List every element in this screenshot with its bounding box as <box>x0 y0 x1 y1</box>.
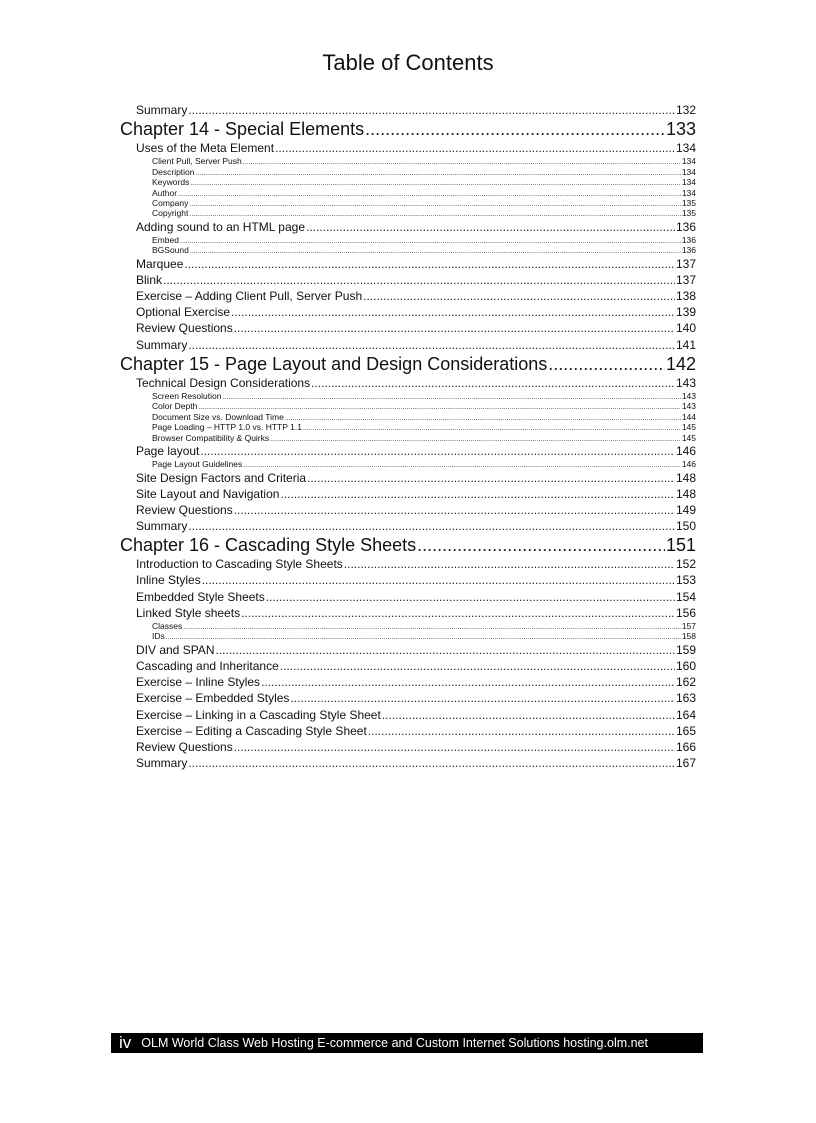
toc-entry-page: 136 <box>675 219 696 234</box>
toc-entry-page: 153 <box>675 573 696 588</box>
toc-entry-page: 135 <box>681 208 696 219</box>
toc-dot-leader <box>215 642 674 658</box>
toc-entry-page: 137 <box>675 272 696 287</box>
toc-dot-leader <box>368 723 675 739</box>
toc-entry-label: Introduction to Cascading Style Sheets <box>136 557 343 572</box>
toc-section-entry[interactable] <box>120 707 696 723</box>
toc-section-entry[interactable] <box>120 642 696 658</box>
toc-subsection-entry[interactable] <box>120 412 696 422</box>
toc-entry-label: Embedded Style Sheets <box>136 589 265 604</box>
footer-page-number: iv <box>119 1033 132 1052</box>
toc-section-entry[interactable] <box>120 556 696 572</box>
toc-entry-label: Exercise – Inline Styles <box>136 675 261 690</box>
toc-dot-leader <box>188 337 675 353</box>
toc-dot-leader <box>261 674 675 690</box>
toc-section-entry[interactable] <box>120 375 696 391</box>
toc-entry-label: Exercise – Editing a Cascading Style Sheet <box>136 723 367 738</box>
toc-entry-page: 135 <box>681 197 696 208</box>
toc-section-entry[interactable] <box>120 256 696 272</box>
toc-entry-label: Chapter 16 - Cascading Style Sheets <box>120 535 417 556</box>
toc-dot-leader <box>189 200 680 208</box>
toc-dot-leader <box>198 403 680 411</box>
toc-dot-leader <box>200 443 675 459</box>
toc-dot-leader <box>190 247 681 255</box>
toc-entry-label: Screen Resolution <box>152 391 222 401</box>
toc-section-entry[interactable] <box>120 337 696 353</box>
toc-chapter-entry[interactable] <box>120 353 696 375</box>
toc-entry-page: 136 <box>681 234 696 245</box>
toc-dot-leader <box>196 169 681 177</box>
toc-subsection-entry[interactable] <box>120 188 696 198</box>
toc-entry-label: Client Pull, Server Push <box>152 156 242 167</box>
toc-entry-page: 133 <box>665 119 696 140</box>
toc-dot-leader <box>202 572 675 588</box>
toc-dot-leader <box>365 118 665 140</box>
toc-section-entry[interactable] <box>120 486 696 502</box>
toc-entry-label: Page Layout Guidelines <box>152 459 243 470</box>
toc-section-entry[interactable] <box>120 723 696 739</box>
toc-entry-page: 164 <box>675 707 696 722</box>
toc-dot-leader <box>548 353 665 375</box>
toc-entry-label: Company <box>152 197 189 208</box>
table-of-contents <box>120 102 696 771</box>
toc-dot-leader <box>417 534 665 556</box>
toc-dot-leader <box>234 502 675 518</box>
toc-entry-label: Browser Compatibility & Quirks <box>152 432 270 443</box>
toc-dot-leader <box>183 623 681 631</box>
toc-entry-page: 148 <box>675 470 696 485</box>
toc-entry-label: Review Questions <box>136 321 233 336</box>
toc-entry-label: Marquee <box>136 256 184 271</box>
toc-dot-leader <box>178 190 681 198</box>
toc-dot-leader <box>243 461 681 469</box>
toc-dot-leader <box>166 633 681 641</box>
toc-dot-leader <box>188 755 675 771</box>
toc-subsection-entry[interactable] <box>120 235 696 245</box>
toc-dot-leader <box>307 470 675 486</box>
toc-entry-label: IDs <box>152 631 165 642</box>
toc-chapter-entry[interactable] <box>120 534 696 556</box>
page-title: Table of Contents <box>322 50 494 75</box>
toc-subsection-entry[interactable] <box>120 177 696 187</box>
toc-dot-leader <box>303 424 681 432</box>
toc-entry-page: 150 <box>675 519 696 534</box>
toc-dot-leader <box>280 658 675 674</box>
toc-dot-leader <box>188 102 675 118</box>
toc-dot-leader <box>180 237 681 245</box>
page-footer <box>111 1033 703 1053</box>
toc-entry-page: 141 <box>675 337 696 352</box>
toc-dot-leader <box>184 256 675 272</box>
toc-section-entry[interactable] <box>120 755 696 771</box>
toc-entry-label: Summary <box>136 337 188 352</box>
toc-entry-label: Classes <box>152 621 183 632</box>
toc-entry-page: 162 <box>675 675 696 690</box>
toc-entry-label: Page Loading – HTTP 1.0 vs. HTTP 1.1 <box>152 422 302 433</box>
toc-dot-leader <box>285 414 681 422</box>
toc-subsection-entry[interactable] <box>120 208 696 218</box>
toc-entry-page: 134 <box>675 141 696 156</box>
toc-entry-label: Linked Style sheets <box>136 605 241 620</box>
toc-entry-page: 138 <box>675 289 696 304</box>
toc-section-entry[interactable] <box>120 102 696 118</box>
toc-entry-page: 134 <box>681 166 696 177</box>
toc-section-entry[interactable] <box>120 589 696 605</box>
toc-section-entry[interactable] <box>120 572 696 588</box>
toc-entry-label: Technical Design Considerations <box>136 375 311 390</box>
toc-entry-page: 143 <box>675 375 696 390</box>
toc-section-entry[interactable] <box>120 470 696 486</box>
toc-entry-page: 142 <box>665 353 696 374</box>
toc-entry-page: 146 <box>681 459 696 470</box>
toc-entry-label: Summary <box>136 103 188 117</box>
toc-entry-label: DIV and SPAN <box>136 642 215 657</box>
toc-entry-page: 132 <box>675 103 696 117</box>
toc-dot-leader <box>231 304 675 320</box>
toc-entry-page: 143 <box>681 391 696 401</box>
toc-subsection-entry[interactable] <box>120 156 696 166</box>
toc-entry-page: 166 <box>675 739 696 754</box>
toc-entry-label: Exercise – Embedded Styles <box>136 691 290 706</box>
toc-dot-leader <box>290 690 675 706</box>
toc-entry-label: Summary <box>136 519 188 534</box>
toc-dot-leader <box>222 393 680 401</box>
toc-subsection-entry[interactable] <box>120 433 696 443</box>
toc-entry-label: Summary <box>136 756 188 771</box>
toc-entry-page: 159 <box>675 642 696 657</box>
toc-section-entry[interactable] <box>120 443 696 459</box>
toc-entry-label: Copyright <box>152 208 189 219</box>
toc-dot-leader <box>189 210 680 218</box>
toc-entry-label: Optional Exercise <box>136 305 231 320</box>
toc-subsection-entry[interactable] <box>120 391 696 401</box>
toc-dot-leader <box>234 739 675 755</box>
toc-entry-label: BGSound <box>152 245 189 256</box>
toc-entry-page: 148 <box>675 486 696 501</box>
toc-section-entry[interactable] <box>120 140 696 156</box>
toc-entry-label: Exercise – Linking in a Cascading Style Sheet <box>136 707 381 722</box>
toc-entry-page: 134 <box>681 156 696 167</box>
toc-entry-page: 134 <box>681 177 696 188</box>
toc-dot-leader <box>241 605 675 621</box>
toc-entry-label: Chapter 14 - Special Elements <box>120 119 365 140</box>
toc-entry-label: Keywords <box>152 177 190 188</box>
toc-entry-label: Review Questions <box>136 739 233 754</box>
toc-dot-leader <box>270 435 681 443</box>
toc-entry-page: 156 <box>675 605 696 620</box>
toc-dot-leader <box>306 219 675 235</box>
toc-entry-label: Exercise – Adding Client Pull, Server Push <box>136 289 363 304</box>
toc-entry-label: Cascading and Inheritance <box>136 659 279 673</box>
toc-subsection-entry[interactable] <box>120 621 696 631</box>
toc-subsection-entry[interactable] <box>120 401 696 411</box>
toc-entry-page: 145 <box>681 422 696 433</box>
toc-section-entry[interactable] <box>120 502 696 518</box>
toc-entry-page: 144 <box>681 411 696 422</box>
toc-dot-leader <box>382 707 675 723</box>
toc-section-entry[interactable] <box>120 605 696 621</box>
toc-dot-leader <box>311 375 675 391</box>
toc-entry-page: 149 <box>675 502 696 517</box>
toc-entry-page: 167 <box>675 756 696 771</box>
toc-section-entry[interactable] <box>120 320 696 336</box>
toc-subsection-entry[interactable] <box>120 167 696 177</box>
toc-section-entry[interactable] <box>120 272 696 288</box>
toc-entry-label: Page layout <box>136 443 200 458</box>
toc-section-entry[interactable] <box>120 288 696 304</box>
toc-subsection-entry[interactable] <box>120 245 696 255</box>
toc-entry-page: 134 <box>681 187 696 198</box>
toc-entry-label: Site Layout and Navigation <box>136 486 280 501</box>
toc-entry-label: Embed <box>152 234 179 245</box>
toc-dot-leader <box>344 556 675 572</box>
toc-dot-leader <box>243 158 681 166</box>
toc-dot-leader <box>363 288 675 304</box>
toc-section-entry[interactable] <box>120 219 696 235</box>
toc-entry-label: Chapter 15 - Page Layout and Design Considerations <box>120 353 548 374</box>
toc-dot-leader <box>280 486 675 502</box>
toc-entry-label: Uses of the Meta Element <box>136 141 275 156</box>
toc-entry-page: 139 <box>675 305 696 320</box>
toc-entry-label: Author <box>152 187 178 198</box>
toc-entry-label: Description <box>152 166 195 177</box>
toc-section-entry[interactable] <box>120 658 696 674</box>
toc-entry-page: 165 <box>675 723 696 738</box>
toc-entry-page: 163 <box>675 691 696 706</box>
toc-entry-page: 152 <box>675 557 696 572</box>
toc-entry-page: 137 <box>675 256 696 271</box>
toc-subsection-entry[interactable] <box>120 422 696 432</box>
toc-chapter-entry[interactable] <box>120 118 696 140</box>
toc-entry-label: Color Depth <box>152 401 198 412</box>
toc-entry-page: 158 <box>681 631 696 642</box>
toc-entry-page: 154 <box>675 589 696 604</box>
toc-dot-leader <box>188 518 675 534</box>
toc-entry-page: 136 <box>681 245 696 256</box>
toc-subsection-entry[interactable] <box>120 631 696 641</box>
toc-entry-label: Site Design Factors and Criteria <box>136 470 307 485</box>
toc-section-entry[interactable] <box>120 674 696 690</box>
toc-entry-page: 143 <box>681 401 696 412</box>
toc-dot-leader <box>266 589 675 605</box>
toc-dot-leader <box>163 272 675 288</box>
toc-entry-page: 160 <box>675 659 696 673</box>
toc-section-entry[interactable] <box>120 304 696 320</box>
toc-entry-label: Review Questions <box>136 502 233 517</box>
toc-entry-label: Blink <box>136 272 163 287</box>
toc-entry-label: Document Size vs. Download Time <box>152 411 284 422</box>
toc-entry-label: Adding sound to an HTML page <box>136 219 306 234</box>
footer-text: OLM World Class Web Hosting E-commerce and Custom Internet Solutions hosting.olm.net <box>141 1036 648 1050</box>
toc-entry-label: Inline Styles <box>136 573 201 588</box>
toc-dot-leader <box>275 140 675 156</box>
toc-entry-page: 146 <box>675 443 696 458</box>
toc-section-entry[interactable] <box>120 739 696 755</box>
toc-entry-page: 145 <box>681 432 696 443</box>
toc-section-entry[interactable] <box>120 518 696 534</box>
toc-entry-page: 151 <box>665 535 696 556</box>
toc-section-entry[interactable] <box>120 690 696 706</box>
toc-subsection-entry[interactable] <box>120 459 696 469</box>
toc-dot-leader <box>190 179 680 187</box>
toc-dot-leader <box>234 320 675 336</box>
toc-subsection-entry[interactable] <box>120 198 696 208</box>
toc-entry-page: 140 <box>675 321 696 336</box>
toc-entry-page: 157 <box>681 621 696 632</box>
